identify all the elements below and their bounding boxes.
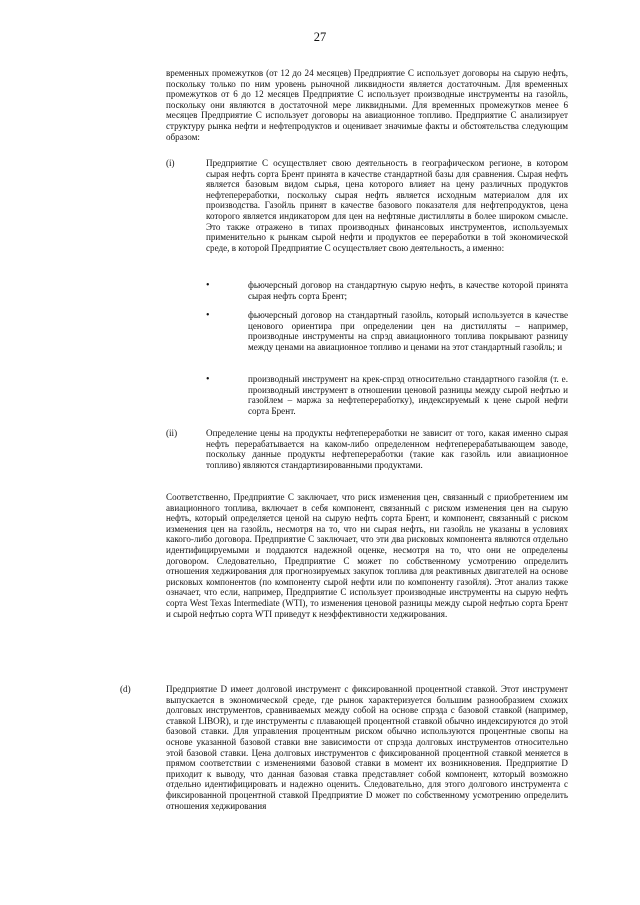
item-i-paragraph	[206, 158, 568, 253]
bullet-1-symbol: •	[206, 280, 210, 291]
intro-text: временных промежутков (от 12 до 24 месяцев) Предприятие С использует договоры на сырую нефть, поскольку только по ним уровень рыночной ликвидности является достаточным. Для временных промежутков от 6 до 12 месяцев Предприятие С использует производные инструменты на газойль, поскольку они являются в достаточной мере ликвидными. Для временных промежутков менее 6 месяцев Предприятие С использует договоры на авиационное топливо. Предприятие С анализирует структуру рынка нефти и нефтепродуктов и оценивает значимые факты и обстоятельства следующим образом:	[166, 68, 568, 142]
bullet-2-symbol: •	[206, 310, 210, 321]
item-ii-paragraph	[206, 428, 568, 470]
item-d-paragraph	[166, 684, 568, 811]
conclusion-text: Соответственно, Предприятие С заключает, что риск изменения цен, связанный с приобретением им авиационного топлива, включает в себя компонент, связанный с риском изменения цен на сырую нефть, который определяется ценой на сырую нефть сорта Брент, и компонент, связанный с риском изменения цен на газойль, несмотря на то, что ни сырая нефть, ни газойль не указаны в условиях какого-либо договора. Предприятие С заключает, что эти два рисковых компонента являются отдельно идентифицируемыми и поддаются надежной оценке, несмотря на то, что они не определены договором. Следовательно, Предприятие С может по собственному усмотрению определить отношения хеджирования для прогнозируемых закупок топлива для реактивных двигателей на основе рисковых компонентов (по компоненту сырой нефти или по компоненту газойля). Этот анализ также означает, что если, например, Предприятие С использует производные инструменты на сырую нефть сорта West Texas Intermediate (WTI), то изменения ценовой разницы между сырой нефтью сорта Брент и сырой нефтью сорта WTI приведут к неэффективности хеджирования.	[166, 492, 568, 619]
conclusion-paragraph	[166, 492, 568, 619]
intro-paragraph	[166, 68, 568, 142]
bullet-3-symbol: •	[206, 374, 210, 385]
bullet-3-text: производный инструмент на крек-спрэд относительно стандартного газойля (т. е. производный инструмент в отношении ценовой разницы между сырой нефтью и газойлем – маржа за нефтепереработку), индексируемый к цене сырой нефти сорта Брент.	[248, 374, 568, 416]
item-i-marker: (i)	[166, 158, 175, 168]
bullet-1-text: фьючерсный договор на стандартную сырую нефть, в качестве которой принята сырая нефть сорта Брент;	[248, 280, 568, 301]
item-d-marker: (d)	[120, 684, 131, 694]
item-ii-text: Определение цены на продукты нефтепереработки не зависит от того, какая именно сырая нефть перерабатывается на каком-либо определенном нефтеперерабатывающем заводе, поскольку данные продукты нефтепереработки (такие как газойль или авиационное топливо) являются стандартизированными продуктами.	[206, 428, 568, 470]
item-d-text: Предприятие D имеет долговой инструмент с фиксированной процентной ставкой. Этот инструмент выпускается в экономической среде, где рынок характеризуется большим разнообразием схожих долговых инструментов, сравниваемых между собой на основе спрэда с базовой ставкой (например, ставкой LIBOR), и где инструменты с плавающей процентной ставкой обычно индексируются до этой базовой ставки. Для управления процентным риском обычно используются процентные свопы на основе указанной базовой ставки вне зависимости от спрэда долговых инструментов относительно этой базовой ставки. Цена долговых инструментов с фиксированной процентной ставкой меняется в прямом соответствии с изменениями базовой ставки в момент их возникновения. Предприятие D приходит к выводу, что данная базовая ставка представляет собой компонент, который возможно отдельно идентифицировать и надежно оценить. Следовательно, для этого долгового инструмента с фиксированной процентной ставкой Предприятие D может по собственному усмотрению определить отношения хеджирования	[166, 684, 568, 811]
bullet-2-text: фьючерсный договор на стандартный газойль, который используется в качестве ценового ориентира при определении цен на дистилляты – например, производные инструменты на спрэд авиационного топлива покрывают разницу между ценами на авиационное топливо и ценами на этот стандартный газойль; и	[248, 310, 568, 352]
page-number: 27	[313, 30, 327, 44]
item-i-text: Предприятие С осуществляет свою деятельность в географическом регионе, в котором сырая нефть сорта Брент принята в качестве стандартной базы для сравнения. Сырая нефть является базовым видом сырья, цена которого влияет на цену различных продуктов нефтепереработки, поскольку сырая нефть является исходным материалом для их производства. Газойль принят в качестве базового показателя для нефтепродуктов, цена которого является индикатором для цен на нефтяные дистилляты в более широком смысле. Это также отражено в типах производных финансовых инструментов, используемых применительно к рынкам сырой нефти и продуктов ее переработки в той экономической среде, в которой Предприятие С осуществляет свою деятельность, а именно:	[206, 158, 568, 253]
item-ii-marker: (ii)	[166, 428, 178, 438]
